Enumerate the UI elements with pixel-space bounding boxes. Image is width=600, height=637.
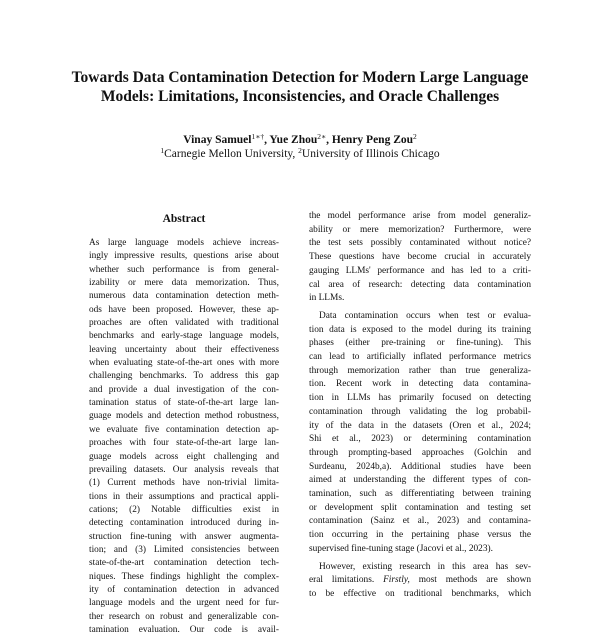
author-marker: 1∗† xyxy=(251,132,265,141)
text-line: prevailing datasets. Our analysis reveals that xyxy=(89,464,279,475)
text-line: contamination (Sainz et al., 2023) and contamina- xyxy=(309,516,531,527)
text-line: we evaluate five contamination detection ap- xyxy=(89,424,279,435)
text-line: eral limitations. Firstly, most methods are shown xyxy=(309,575,531,586)
text-line: cations; (2) Notable difficulties exist in xyxy=(89,504,279,515)
text-line: contamination through validating the log probabil- xyxy=(309,406,531,417)
affiliations xyxy=(60,144,540,161)
affiliation-name: University of Illinois Chicago xyxy=(301,148,440,160)
text-line: language models and the urgent need for fur- xyxy=(89,598,279,609)
text-line: aimed at understanding the different types of con- xyxy=(309,475,531,486)
text-line: ity of the data in the datasets (Oren et al., 2024; xyxy=(309,420,531,431)
body-paragraph xyxy=(309,310,531,557)
text-line: detecting contamination introduced during in- xyxy=(89,518,279,529)
text-line: proaches with four state-of-the-art large lan- xyxy=(89,438,279,449)
text-line: ingly impressive results, questions arise about xyxy=(89,251,279,262)
text-line: tion; and (3) Limited consistencies between xyxy=(89,544,279,555)
body-paragraph xyxy=(309,210,531,306)
paper-title xyxy=(60,68,540,106)
text-line: through prompting-based approaches (Golchin and xyxy=(309,447,531,458)
affiliation-marker: 2 xyxy=(298,146,302,155)
text-line: tion data is exposed to the model during its training xyxy=(309,324,531,335)
author-name: Vinay Samuel xyxy=(183,134,252,146)
text-line: However, existing research in this area has sev- xyxy=(319,561,531,572)
introduction-body xyxy=(309,210,531,602)
text-line: niques. These findings highlight the complex- xyxy=(89,571,279,582)
author-separator: , xyxy=(326,134,332,146)
title-line-2: Models: Limitations, Inconsistencies, and Oracle Challenges xyxy=(100,88,500,105)
text-line: proaches are often validated with traditional xyxy=(89,318,279,329)
text-line: tion occurring in the pertaining phase versus the xyxy=(309,530,531,541)
affiliation-marker: 1 xyxy=(160,146,165,155)
text-line: ther research on robust and generalizable con- xyxy=(89,611,279,622)
text-line: in LLMs. xyxy=(309,293,345,304)
text-line: Shi et al., 2023) or determining contamination xyxy=(309,434,531,445)
author-name: Henry Peng Zou xyxy=(331,134,414,146)
text-line: guage models across eight challenging and xyxy=(89,451,279,462)
text-line: the model performance arise from model generaliz- xyxy=(309,211,531,221)
affiliation-name: Carnegie Mellon University, xyxy=(164,148,299,160)
text-line: gauging LLMs' performance and has led to a criti- xyxy=(309,265,531,276)
author-separator: , xyxy=(264,134,270,146)
text-line: struction fine-tuning with answer augmenta- xyxy=(89,531,279,542)
text-line: and provide a dual investigation of the con- xyxy=(89,384,279,395)
text-line: challenging benchmarks. To address this gap xyxy=(89,371,279,382)
text-line: izability or mere data memorization. Thus, xyxy=(89,278,279,289)
author-name: Yue Zhou xyxy=(269,134,318,146)
text-line: leaving uncertainty about their effectiveness xyxy=(89,344,279,355)
text-line: whether such performance is from general- xyxy=(89,264,279,275)
text-line: phases (either pre-training or fine-tuning). This xyxy=(309,338,531,349)
abstract-body xyxy=(89,237,279,637)
abstract-heading: Abstract xyxy=(162,213,206,225)
text-line: tion. Recent work in detecting data contamina- xyxy=(309,379,531,390)
title-line-1: Towards Data Contamination Detection for Modern Large Language xyxy=(71,69,529,86)
text-line: tion in LLMs has primarily focused on detecting xyxy=(309,393,531,404)
text-line: As large language models achieve increas- xyxy=(89,238,279,248)
text-line: cal area of research: detecting data contamination xyxy=(309,279,531,290)
text-line: tions in their assumptions and practical appli- xyxy=(89,491,279,502)
text-line: numerous data contamination detection meth- xyxy=(89,291,279,302)
author-marker: 2 xyxy=(413,132,417,141)
text-line: tamination, such as differentiating between training xyxy=(309,489,531,500)
text-line: tamination status of state-of-the-art large lan- xyxy=(89,398,279,409)
text-line: ity of contamination detection in advanced xyxy=(89,584,279,595)
text-line: can lead to artificially inflated performance metrics xyxy=(309,352,531,363)
text-line: through memorization rather than true generaliza- xyxy=(309,365,531,376)
text-line: These questions have become crucial in accurately xyxy=(309,252,531,263)
text-line: ods have been proposed. However, these ap- xyxy=(89,304,279,315)
body-paragraph xyxy=(309,561,531,602)
text-line: Data contamination occurs when test or evalua- xyxy=(319,310,531,321)
author-marker: 2∗ xyxy=(317,132,327,141)
text-line: ability or mere memorization? Furthermore, were xyxy=(309,224,531,235)
text-line: guage models and detection method robustness, xyxy=(89,411,279,422)
text-line: Surdeanu, 2024b,a). Additional studies have been xyxy=(309,461,531,472)
text-line: to be effective on traditional benchmarks, which xyxy=(309,588,531,599)
text-line: tamination evaluation. Our code is avail- xyxy=(89,624,279,635)
text-line: when evaluating state-of-the-art ones with more xyxy=(89,358,279,369)
text-line: the test sets possibly contaminated without notice? xyxy=(309,238,531,249)
text-line: (1) Current methods have non-trivial limita- xyxy=(89,478,279,489)
text-line: or development split contamination and testing set xyxy=(309,502,531,513)
text-line: state-of-the-art contamination detection tech- xyxy=(89,558,279,569)
text-line: supervised fine-tuning stage (Jacovi et al., 2023). xyxy=(309,543,493,554)
text-line: benchmarks and early-stage language models, xyxy=(89,331,279,342)
